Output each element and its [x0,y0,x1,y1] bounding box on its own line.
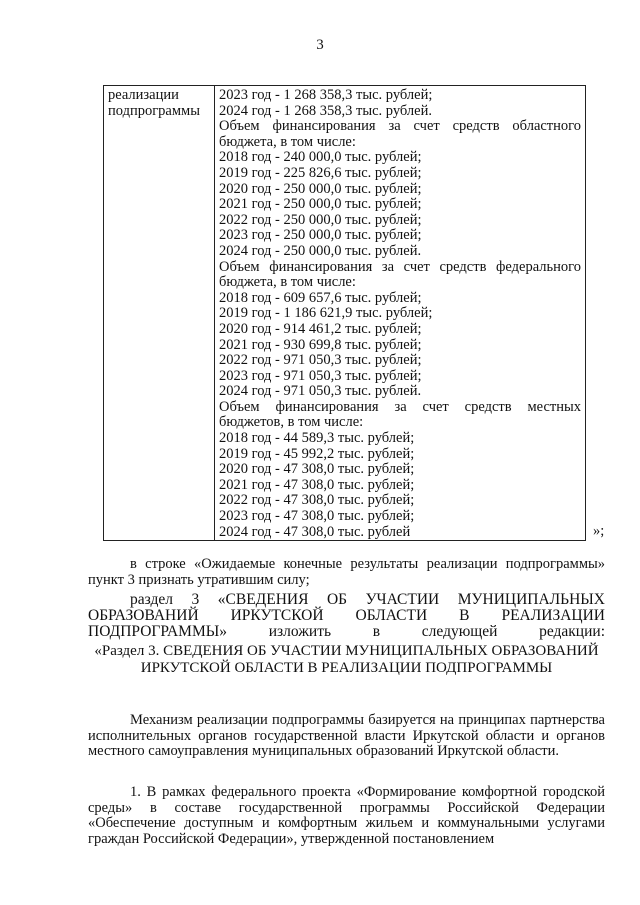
value-line: 2023 год - 1 268 358,3 тыс. рублей; [219,87,433,103]
section-header: Объем финансирования за счет средств федерального бюджета, в том числе: [219,258,581,291]
value-line: 2024 год - 971 050,3 тыс. рублей. [219,383,422,400]
value-line: 2020 год - 47 308,0 тыс. рублей; [219,461,415,478]
value-line: 2021 год - 250 000,0 тыс. рублей; [219,196,422,213]
page-number: 3 [316,37,324,53]
label-line: подпрограммы [108,102,200,119]
label-line: реализации [108,87,179,103]
value-line: 2024 год - 47 308,0 тыс. рублей [219,523,411,540]
value-line: 2019 год - 225 826,6 тыс. рублей; [219,164,422,181]
section-header: Объем финансирования за счет средств местных бюджетов, в том числе: [219,398,581,431]
financing-table [103,85,586,541]
value-line: 2018 год - 44 589,3 тыс. рублей; [219,430,415,447]
paragraph-section-3: раздел 3 «СВЕДЕНИЯ ОБ УЧАСТИИ МУНИЦИПАЛЬНЫХ ОБРАЗОВАНИЙ ИРКУТСКОЙ ОБЛАСТИ В РЕАЛИЗАЦИИ ПОДПРОГРАММЫ» изложить в следующей редакции: [88,591,605,640]
value-line: 2023 год - 250 000,0 тыс. рублей; [219,227,422,244]
paragraph-federal-project: 1. В рамках федерального проекта «Формирование комфортной городской среды» в составе государственной программы Российской Федерации «Обеспечение доступным и комфортным жильем и коммунальными услугами граждан Российской Федерации», утвержденной постановлением [88,784,605,847]
value-line: 2019 год - 1 186 621,9 тыс. рублей; [219,305,433,322]
value-line: 2018 год - 240 000,0 тыс. рублей; [219,149,422,166]
value-line: 2021 год - 930 699,8 тыс. рублей; [219,336,422,353]
value-line: 2024 год - 250 000,0 тыс. рублей. [219,242,422,259]
closing-quote: »; [593,523,605,539]
value-line: 2018 год - 609 657,6 тыс. рублей; [219,289,422,306]
value-line: 2020 год - 250 000,0 тыс. рублей; [219,180,422,197]
value-line: 2021 год - 47 308,0 тыс. рублей; [219,476,415,493]
table-label-cell [104,86,215,541]
table-value-cell [215,86,586,541]
value-line: 2019 год - 45 992,2 тыс. рублей; [219,445,415,462]
paragraph-mechanism: Механизм реализации подпрограммы базируется на принципах партнерства исполнительных органов государственной власти Иркутской области и органов местного самоуправления муниципальных образований Иркутской области. [88,712,605,760]
value-line: 2022 год - 971 050,3 тыс. рублей; [219,352,422,369]
value-line: 2022 год - 47 308,0 тыс. рублей; [219,492,415,509]
value-line: 2023 год - 47 308,0 тыс. рублей; [219,508,415,525]
value-line: 2020 год - 914 461,2 тыс. рублей; [219,320,422,337]
value-line: 2023 год - 971 050,3 тыс. рублей; [219,367,422,384]
paragraph-strike-item: в строке «Ожидаемые конечные результаты реализации подпрограммы» пункт 3 признать утратившим силу; [88,556,605,588]
section-header: Объем финансирования за счет средств областного бюджета, в том числе: [219,118,581,150]
value-line: 2024 год - 1 268 358,3 тыс. рублей. [219,102,432,119]
section-heading: «Раздел 3. СВЕДЕНИЯ ОБ УЧАСТИИ МУНИЦИПАЛЬНЫХ ОБРАЗОВАНИЙ ИРКУТСКОЙ ОБЛАСТИ В РЕАЛИЗАЦИИ ПОДПРОГРАММЫ [94,643,599,676]
value-line: 2022 год - 250 000,0 тыс. рублей; [219,211,422,228]
